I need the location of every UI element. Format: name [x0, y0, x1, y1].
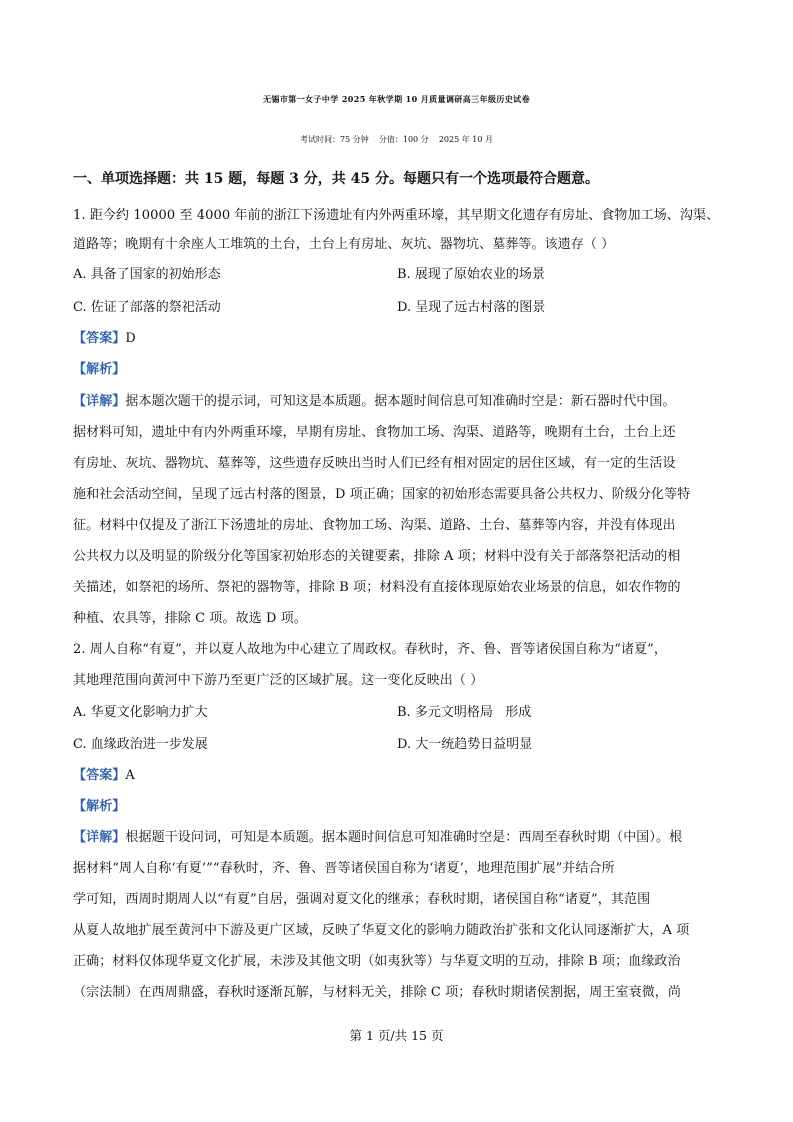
- q1-detail-line-8: 种植、农具等，排除 C 项。故选 D 项。: [73, 611, 307, 626]
- page-number: 第 1 页/共 15 页: [349, 1028, 444, 1043]
- exam-subtitle: 考试时间：75 分钟 分值：100 分 2025 年 10 月: [299, 135, 494, 144]
- answer-value: D: [125, 331, 136, 346]
- q2-detail-line-2: 据材料“周人自称‘有夏’”“春秋时，齐、鲁、晋等诸侯国自称为‘诸夏’，地理范围扩展”并结合所: [73, 861, 615, 876]
- analysis-label: 【解析】: [73, 362, 126, 377]
- q2-detail-line-5: 正确；材料仅体现华夏文化扩展，未涉及其他文明（如夷狄等）与华夏文明的互动，排除 B 项；血缘政治: [73, 954, 681, 969]
- q1-option-c: C. 佐证了部落的祭祀活动: [73, 300, 221, 315]
- q2-stem-line-1: 2. 周人自称“有夏”，并以夏人故地为中心建立了周政权。春秋时，齐、鲁、晋等诸侯国自称为“诸夏”，: [73, 642, 668, 657]
- answer-value: A: [125, 768, 135, 783]
- q1-detail-line-1: [73, 390, 676, 409]
- q1-analysis: [73, 358, 125, 377]
- q2-detail-line-6: （宗法制）在西周鼎盛，春秋时逐渐瓦解，与材料无关，排除 C 项；春秋时期诸侯割据，周王室衰微，尚: [73, 985, 682, 1000]
- section-heading: 一、单项选择题：共 15 题，每题 3 分，共 45 分。每题只有一个选项最符合题意。: [73, 171, 599, 187]
- q1-stem-line-2: 道路等；晚期有十余座人工堆筑的土台，土台上有房址、灰坑、器物坑、墓葬等。该遗存（ ）: [73, 237, 615, 252]
- q2-option-b: B. 多元文明格局 形成: [397, 705, 532, 720]
- q2-detail-line-3: 学可知，西周时期周人以“有夏”自居，强调对夏文化的继承；春秋时期，诸侯国自称“诸夏”，其范围: [73, 892, 651, 907]
- q1-detail-line-7: 关描述，如祭祀的场所、祭祀的器物等，排除 B 项；材料没有直接体现原始农业场景的信息，如农作物的: [73, 580, 681, 595]
- q1-answer: [73, 327, 136, 346]
- q1-detail-line-4: 施和社会活动空间，呈现了远古村落的图景，D 项正确；国家的初始形态需要具备公共权力、阶级分化等特: [73, 487, 691, 502]
- q2-option-a: A. 华夏文化影响力扩大: [73, 705, 208, 720]
- detail-text: 据本题次题干的提示词，可知这是本质题。据本题时间信息可知准确时空是：新石器时代中国。: [125, 394, 676, 409]
- q1-option-b: B. 展现了原始农业的场景: [397, 267, 545, 282]
- q2-analysis: [73, 795, 125, 814]
- q1-detail-line-2: 据材料可知，遗址中有内外两重环壕，早期有房址、食物加工场、沟渠、道路等，晚期有土台，土台上还: [73, 425, 676, 440]
- q2-option-c: C. 血缘政治进一步发展: [73, 737, 208, 752]
- q1-option-a: A. 具备了国家的初始形态: [73, 267, 221, 282]
- answer-label: 【答案】: [73, 768, 126, 783]
- q1-option-d: D. 呈现了远古村落的图景: [397, 300, 546, 315]
- analysis-label: 【解析】: [73, 799, 126, 814]
- q2-answer: [73, 764, 135, 783]
- q2-option-d: D. 大一统趋势日益明显: [397, 737, 533, 752]
- q2-detail-line-1: [73, 826, 682, 845]
- q1-detail-line-3: 有房址、灰坑、器物坑、墓葬等，这些遗存反映出当时人们已经有相对固定的居住区域，有一定的生活设: [73, 456, 676, 471]
- q2-stem-line-2: 其地理范围向黄河中下游乃至更广泛的区域扩展。这一变化反映出（ ）: [73, 673, 484, 688]
- q1-detail-line-5: 征。材料中仅提及了浙江下汤遗址的房址、食物加工场、沟渠、道路、土台、墓葬等内容，并没有体现出: [73, 518, 676, 533]
- q1-detail-line-6: 公共权力以及明显的阶级分化等国家初始形态的关键要素，排除 A 项；材料中没有关于部落祭祀活动的相: [73, 549, 681, 564]
- detail-label: 【详解】: [73, 830, 126, 845]
- exam-title: 无锡市第一女子中学 2025 年秋学期 10 月质量调研高三年级历史试卷: [263, 94, 530, 104]
- detail-label: 【详解】: [73, 394, 126, 409]
- q2-detail-line-4: 从夏人故地扩展至黄河中下游及更广区域，反映了华夏文化的影响力随政治扩张和文化认同逐渐扩大，A 项: [73, 923, 690, 938]
- q1-stem-line-1: 1. 距今约 10000 至 4000 年前的浙江下汤遗址有内外两重环壕，其早期文化遗存有房址、食物加工场、沟渠、: [73, 208, 720, 223]
- detail-text: 根据题干设问词，可知是本质题。据本题时间信息可知准确时空是：西周至春秋时期（中国）。根: [125, 830, 683, 845]
- answer-label: 【答案】: [73, 331, 126, 346]
